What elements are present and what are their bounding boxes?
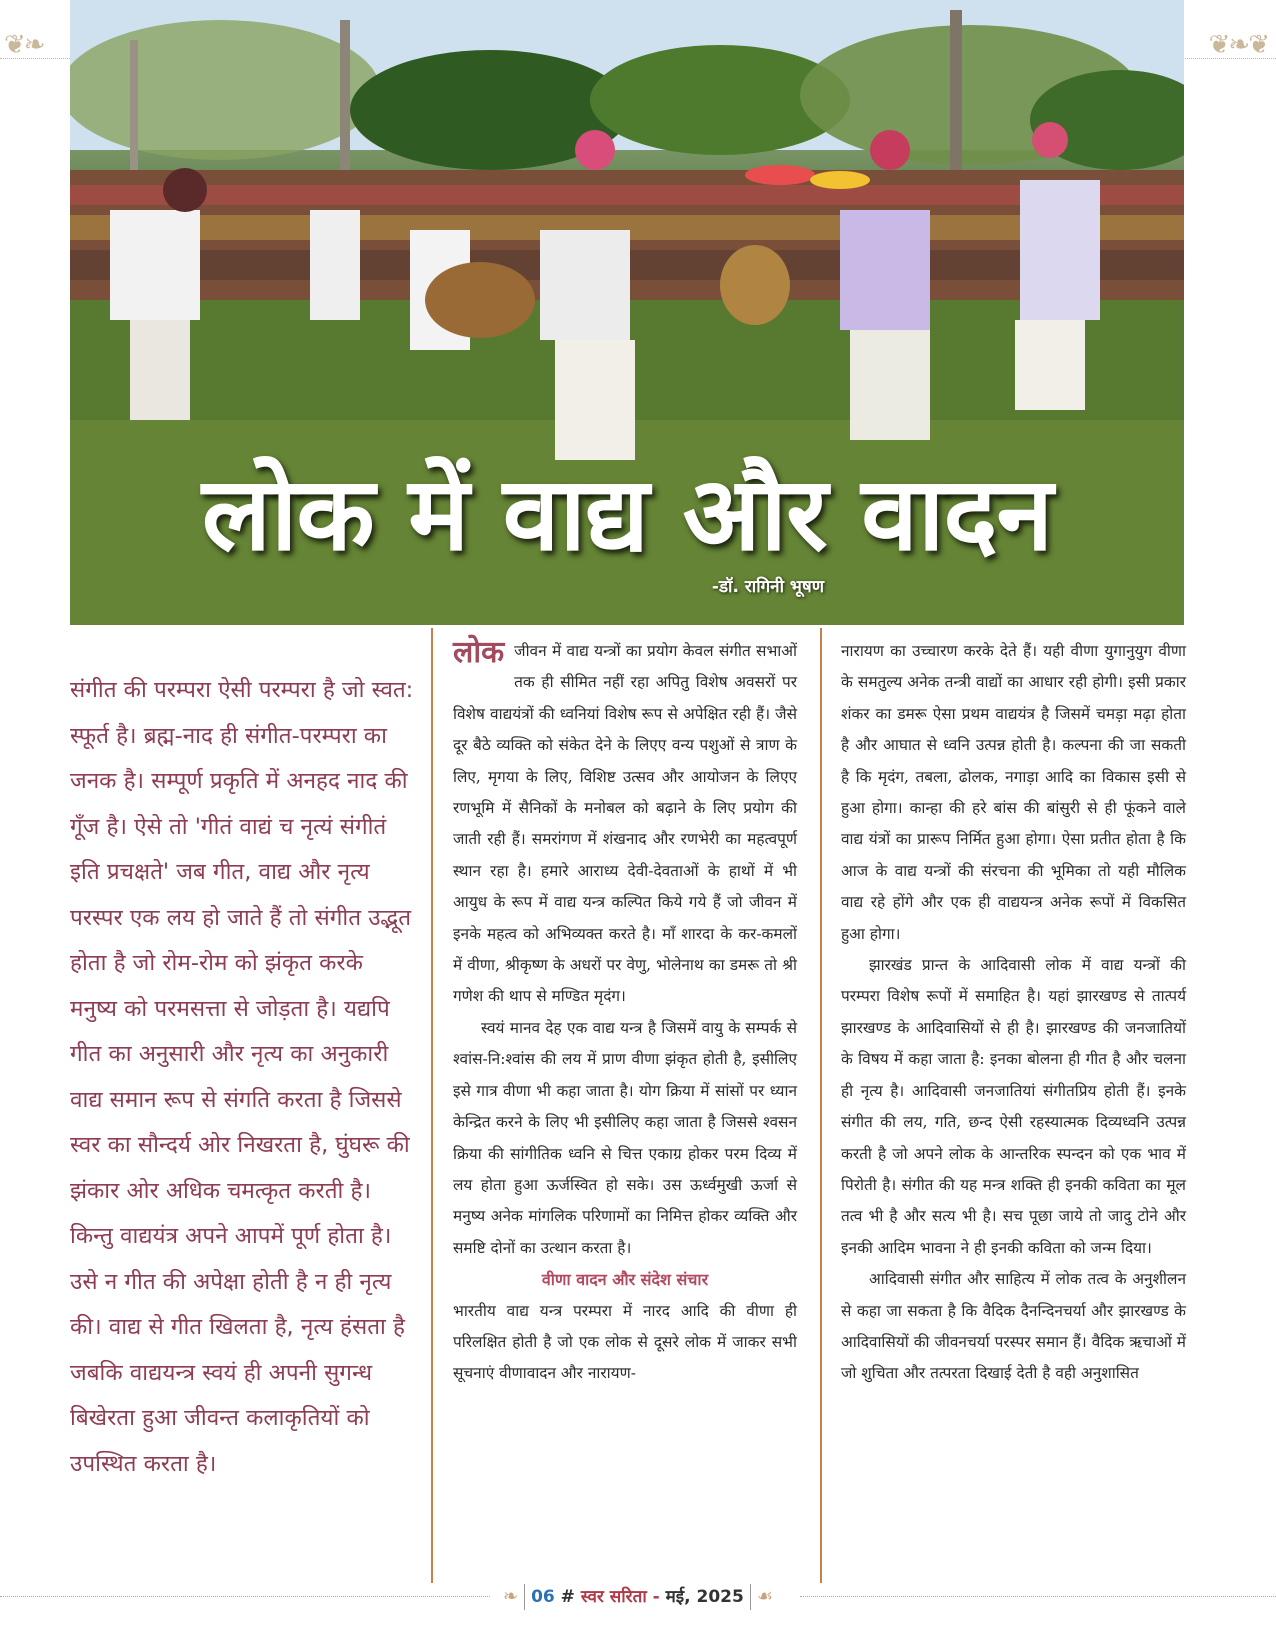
paragraph: झारखंड प्रान्त के आदिवासी लोक में वाद्य यन्त्रों की परम्परा विशेष रूपों में समाहित है। यहां झारखण्ड से तात्पर्य झारखण्ड के आदिवासियों से ही है। झारखण्ड की जनजातियों के विषय में कहा जाता है: इनका बोलना ही गीत है और चलना ही नृत्य है। आदिवासी जनजातियां संगीतप्रिय होती हैं। इनके संगीत की लय, गति, छन्द ऐसी रहस्यात्मक दिव्यध्वनि उत्पन्न करती है जो अपने लोक के आन्तरिक स्पन्दन को एक भाव में पिरोती है। संगीत की यह मन्त्र शक्ति ही इनकी कविता का मूल तत्व भी है और सत्य भी है। सच पूछा जाये तो जादु टोने और इनकी आदिम भावना ने ही इनकी कविता को जन्म दिया। bbox=[841, 956, 1186, 1257]
paragraph: नारायण का उच्चारण करके देते हैं। यही वीणा युगानुयुग वीणा के समतुल्य अनेक तन्त्री वाद्यों का आधार रही होगी। इसी प्रकार शंकर का डमरू ऐसा प्रथम वाद्ययंत्र है जिसमें चमड़ा मढ़ा होता है और आघात से ध्वनि उत्पन्न होती है। कल्पना की जा सकती है कि मृदंग, तबला, ढोलक, नगाड़ा आदि का विकास इसी से हुआ होगा। कान्हा की हरे बांस की बांसुरी से ही फूंकने वाले वाद्य यंत्रों का प्रारूप निर्मित हुआ होगा। ऐसा प्रतीत होता है कि आज के वाद्य यन्त्रों की संरचना की भूमिका तो यही मौलिक वाद्य रहे होंगे और एक ही वाद्ययन्त्र अनेक रूपों में विकसित हुआ होगा। bbox=[841, 642, 1186, 943]
author-byline: -डॉ. रागिनी भूषण bbox=[711, 577, 824, 597]
article-column-middle bbox=[453, 636, 797, 1390]
column-divider bbox=[431, 628, 433, 1583]
magazine-name: स्वर सरिता bbox=[580, 1587, 647, 1607]
footer-ornament-icon: ❧ bbox=[502, 1586, 519, 1607]
page-number: 06 bbox=[531, 1587, 555, 1607]
corner-ornament-right: ❦❧❦ bbox=[1208, 30, 1268, 60]
paragraph-text: जीवन में वाद्य यन्त्रों का प्रयोग केवल संगीत सभाओं तक ही सीमित नहीं रहा अपितु विशेष अवसरों पर विशेष वाद्ययंत्रों की ध्वनियां विशेष रूप से अपेक्षित रही हैं। जैसे दूर बैठे व्यक्ति को संकेत देने के लिएए वन्य पशुओं से त्राण के लिए, मृगया के लिए, विशिष्ट उत्सव और आयोजन के लिएए रणभूमि में सैनिकों के मनोबल को बढ़ाने के लिए प्रयोग की जाती रही हैं। समरांगण में शंखनाद और रणभेरी का महत्वपूर्ण स्थान रहा है। हमारे आराध्य देवी-देवताओं के हाथों में भी आयुध के रूप में वाद्य यन्त्र कल्पित किये गये हैं जो जीवन में इनके महत्व को अभिव्यक्त करते है। माँ शारदा के कर-कमलों में वीणा, श्रीकृष्ण के अधरों पर वेणु, भोलेनाथ का डमरू तो श्री गणेश की थाप से मण्डित मृदंग। bbox=[453, 642, 797, 1006]
footer-separator: - bbox=[652, 1587, 660, 1607]
drop-cap: लोक bbox=[453, 635, 505, 670]
section-subheading: वीणा वादन और संदेश संचार bbox=[541, 1270, 709, 1290]
footer-hash: # bbox=[560, 1587, 575, 1607]
paragraph: स्वयं मानव देह एक वाद्य यन्त्र है जिसमें वायु के सम्पर्क से श्वांस-नि:श्वांस की लय में प्राण वीणा झंकृत होती है, इसीलिए इसे गात्र वीणा भी कहा जाता है। योग क्रिया में सांसों पर ध्यान केन्द्रित करने के लिए भी इसीलिए कहा जाता है जिससे श्वसन क्रिया की सांगीतिक ध्वनि से चित्त एकाग्र होकर परम दिव्य में लय होता हुआ ऊर्जस्वित हो सके। उस ऊर्ध्वमुखी ऊर्जा से मनुष्य अनेक मांगलिक परिणामों का निमित्त होकर व्यक्ति और समष्टि दोनों का उत्थान करता है। bbox=[453, 1018, 797, 1257]
article-column-right bbox=[841, 636, 1186, 1390]
footer-ornament-icon: ☙ bbox=[756, 1586, 773, 1607]
paragraph: आदिवासी संगीत और साहित्य में लोक तत्व के अनुशीलन से कहा जा सकता है कि वैदिक दैनन्दिनचर्या और झारखण्ड के आदिवासियों की जीवनचर्या परस्पर समान हैं। वैदिक ऋचाओं में जो शुचिता और तत्परता दिखाई देती है वही अनुशासित bbox=[841, 1270, 1186, 1383]
footer-divider bbox=[524, 1584, 525, 1610]
issue-date: मई, 2025 bbox=[665, 1587, 744, 1607]
paragraph bbox=[453, 636, 797, 1013]
pull-quote: संगीत की परम्परा ऐसी परम्परा है जो स्वत: स्फूर्त है। ब्रह्म-नाद ही संगीत-परम्परा का जनक है। सम्पूर्ण प्रकृति में अनहद नाद की गूँज है। ऐसे तो 'गीतं वाद्यं च नृत्यं संगीतं इति प्रचक्षते' जब गीत, वाद्य और नृत्य परस्पर एक लय हो जाते हैं तो संगीत उद्भूत होता है जो रोम-रोम को झंकृत करके मनुष्य को परमसत्ता से जोड़ता है। यद्यपि गीत का अनुसारी और नृत्य का अनुकारी वाद्य समान रूप से संगति करता है जिससे स्वर का सौन्दर्य ओर निखरता है, घुंघरू की झंकार ओर अधिक चमत्कृत करती है। किन्तु वाद्ययंत्र अपने आपमें पूर्ण होता है। उसे न गीत की अपेक्षा होती है न ही नृत्य की। वाद्य से गीत खिलता है, नृत्य हंसता है जबकि वाद्ययन्त्र स्वयं ही अपनी सुगन्ध बिखेरता हुआ जीवन्त कलाकृतियों को उपस्थित करता है। bbox=[70, 677, 414, 1477]
footer-divider bbox=[750, 1584, 751, 1610]
page-footer bbox=[0, 1584, 1276, 1610]
corner-ornament-left: ❦❧ bbox=[4, 30, 44, 60]
column-divider bbox=[820, 628, 822, 1583]
paragraph: भारतीय वाद्य यन्त्र परम्परा में नारद आदि की वीणा ही परिलक्षित होती है जो एक लोक से दूसरे लोक में जाकर सभी सूचनाएं वीणावादन और नारायण- bbox=[453, 1301, 797, 1383]
article-title: लोक में वाद्य और वादन bbox=[201, 455, 1053, 574]
hero-photo bbox=[70, 0, 1184, 625]
